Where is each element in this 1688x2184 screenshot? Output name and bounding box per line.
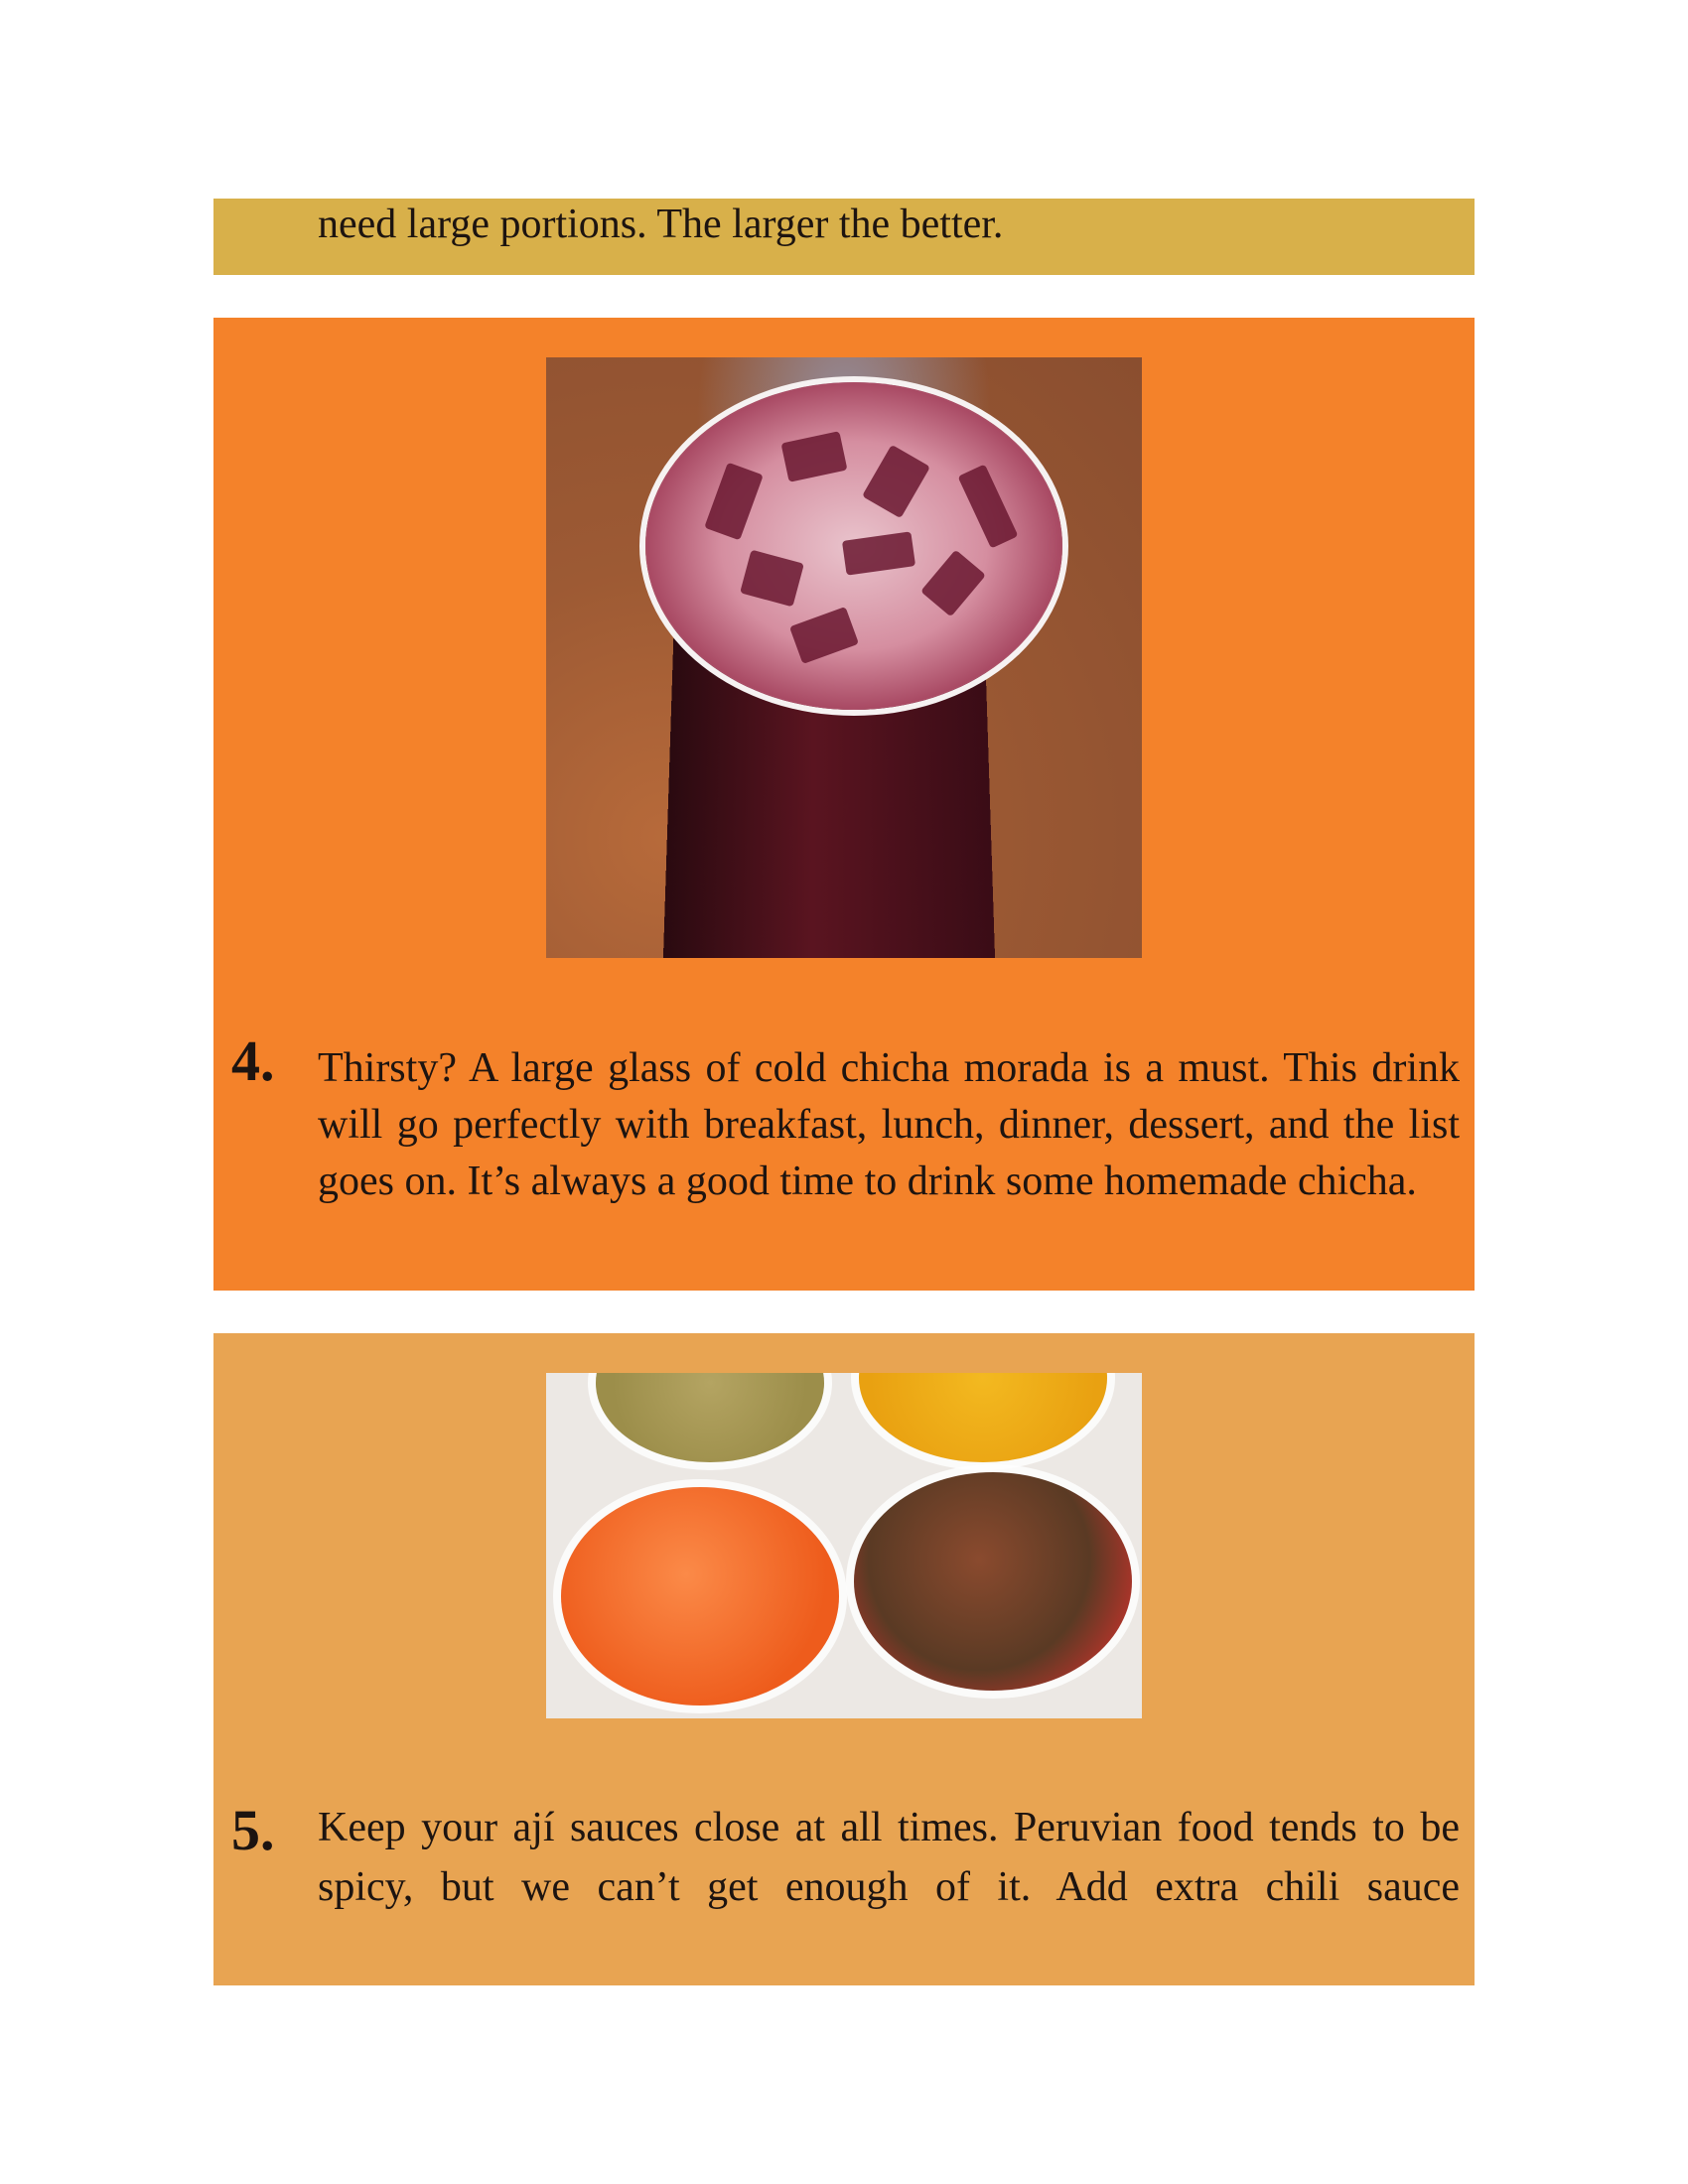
green-sauce-cup xyxy=(596,1373,824,1462)
intro-text: need large portions. The larger the better. xyxy=(318,202,1004,247)
item-card-aji-sauces xyxy=(213,1333,1475,1985)
intro-band xyxy=(213,199,1475,275)
item-description: Thirsty? A large glass of cold chicha morada is a must. This drink will go perfectly with breakfast, lunch, dinner, dessert, and the list goes on. It’s always a good time to drink some homemade chicha. xyxy=(318,1045,1460,1204)
yellow-sauce-cup xyxy=(859,1373,1107,1462)
orange-sauce-cup xyxy=(561,1487,839,1706)
item-number: 4. xyxy=(231,1028,275,1093)
salsa-cup xyxy=(854,1472,1132,1691)
chicha-morada-photo xyxy=(546,357,1142,958)
item-description: Keep your ají sauces close at all times. Peruvian food tends to be spicy, but we can’t get enough of it. Add extra chili sauce xyxy=(318,1805,1460,1910)
item-card-chicha xyxy=(213,318,1475,1291)
aji-sauces-photo xyxy=(546,1373,1142,1718)
item-number: 5. xyxy=(231,1798,275,1862)
